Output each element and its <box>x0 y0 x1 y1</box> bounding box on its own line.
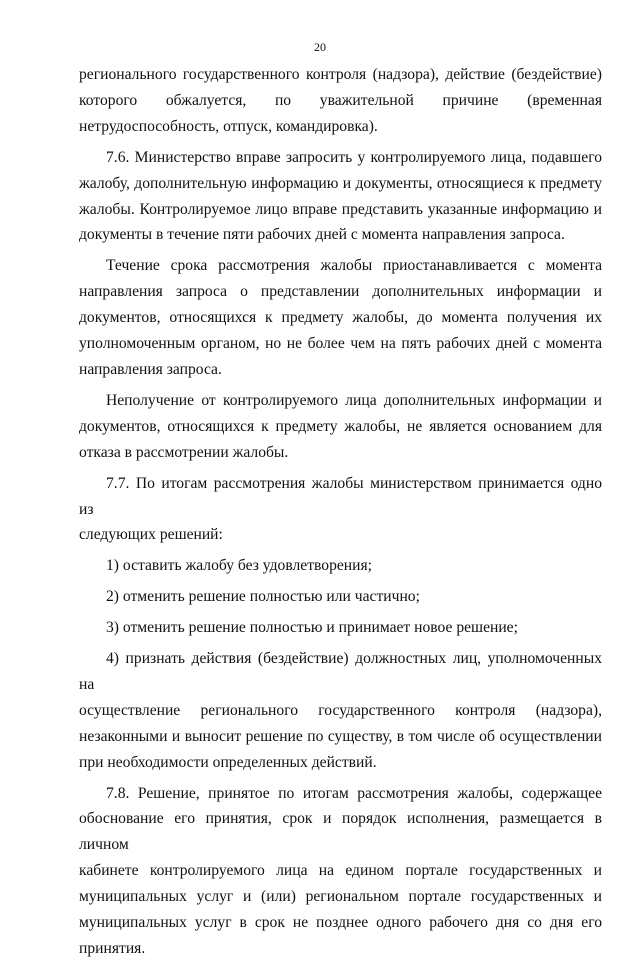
paragraph-line: 3) отменить решение полностью и принимает новое решение; <box>106 619 518 637</box>
paragraph-line: 7.6. Министерство вправе запросить у контролируемого лица, подавшего <box>106 148 602 166</box>
paragraph-line: при необходимости определенных действий. <box>79 753 377 771</box>
paragraph-line: регионального государственного контроля (надзора), действие (бездействие) <box>79 66 602 83</box>
paragraph-line: которого обжалуется, по уважительной причине (временная <box>79 91 602 109</box>
paragraph <box>79 646 602 776</box>
paragraph-line: Течение срока рассмотрения жалобы приостанавливается с момента <box>106 257 602 275</box>
paragraph-line: 1) оставить жалобу без удовлетворения; <box>106 557 372 575</box>
paragraph-line: следующих решений: <box>79 526 223 544</box>
document-body <box>79 62 602 962</box>
paragraph-line: принятия. <box>79 940 146 957</box>
paragraph-line: уполномоченным органом, но не более чем на пять рабочих дней с момента <box>79 335 602 353</box>
paragraph-line: 4) признать действия (бездействие) должностных лиц, уполномоченных на <box>79 650 602 693</box>
paragraph-line: 7.8. Решение, принятое по итогам рассмотрения жалобы, содержащее <box>106 784 602 802</box>
paragraph <box>79 471 602 549</box>
paragraph-line: Неполучение от контролируемого лица дополнительных информации и <box>106 391 602 409</box>
paragraph-line: кабинете контролируемого лица на едином портале государственных и <box>79 862 602 880</box>
paragraph-line: жалобы. Контролируемое лицо вправе представить указанные информацию и <box>79 200 602 218</box>
paragraph-line: документов, относящихся к предмету жалобы, не является основанием для <box>79 417 602 435</box>
paragraph <box>79 253 602 383</box>
paragraph-line: 7.7. По итогам рассмотрения жалобы министерством принимается одно из <box>79 474 602 518</box>
paragraph-line: отказа в рассмотрении жалобы. <box>79 443 289 461</box>
paragraph-line: 2) отменить решение полностью или частично; <box>106 588 420 606</box>
paragraph-line: жалобу, дополнительную информацию и документы, относящиеся к предмету <box>79 174 602 192</box>
paragraph <box>79 388 602 466</box>
paragraph-line: обоснование его принятия, срок и порядок исполнения, размещается в личном <box>79 810 602 854</box>
paragraph <box>79 62 602 140</box>
paragraph <box>79 615 602 641</box>
paragraph-line: муниципальных услуг и (или) региональном портале государственных и <box>79 888 602 906</box>
page-number: 20 <box>314 40 326 54</box>
paragraph <box>79 781 602 962</box>
paragraph <box>79 145 602 249</box>
paragraph-line: муниципальных услуг в срок не позднее одного рабочего дня со дня его <box>79 914 602 932</box>
paragraph-line: направления запроса. <box>79 360 222 378</box>
paragraph <box>79 553 602 579</box>
paragraph-line: незаконными и выносит решение по существу, в том числе об осуществлении <box>79 727 602 745</box>
paragraph-line: документы в течение пяти рабочих дней с момента направления запроса. <box>79 226 565 244</box>
paragraph-line: документов, относящихся к предмету жалобы, до момента получения их <box>79 309 602 327</box>
paragraph-line: направления запроса о представлении дополнительных информации и <box>79 283 602 301</box>
paragraph <box>79 584 602 610</box>
paragraph-line: осуществление регионального государственного контроля (надзора), <box>79 701 602 719</box>
paragraph-line: нетрудоспособность, отпуск, командировка). <box>79 117 378 135</box>
